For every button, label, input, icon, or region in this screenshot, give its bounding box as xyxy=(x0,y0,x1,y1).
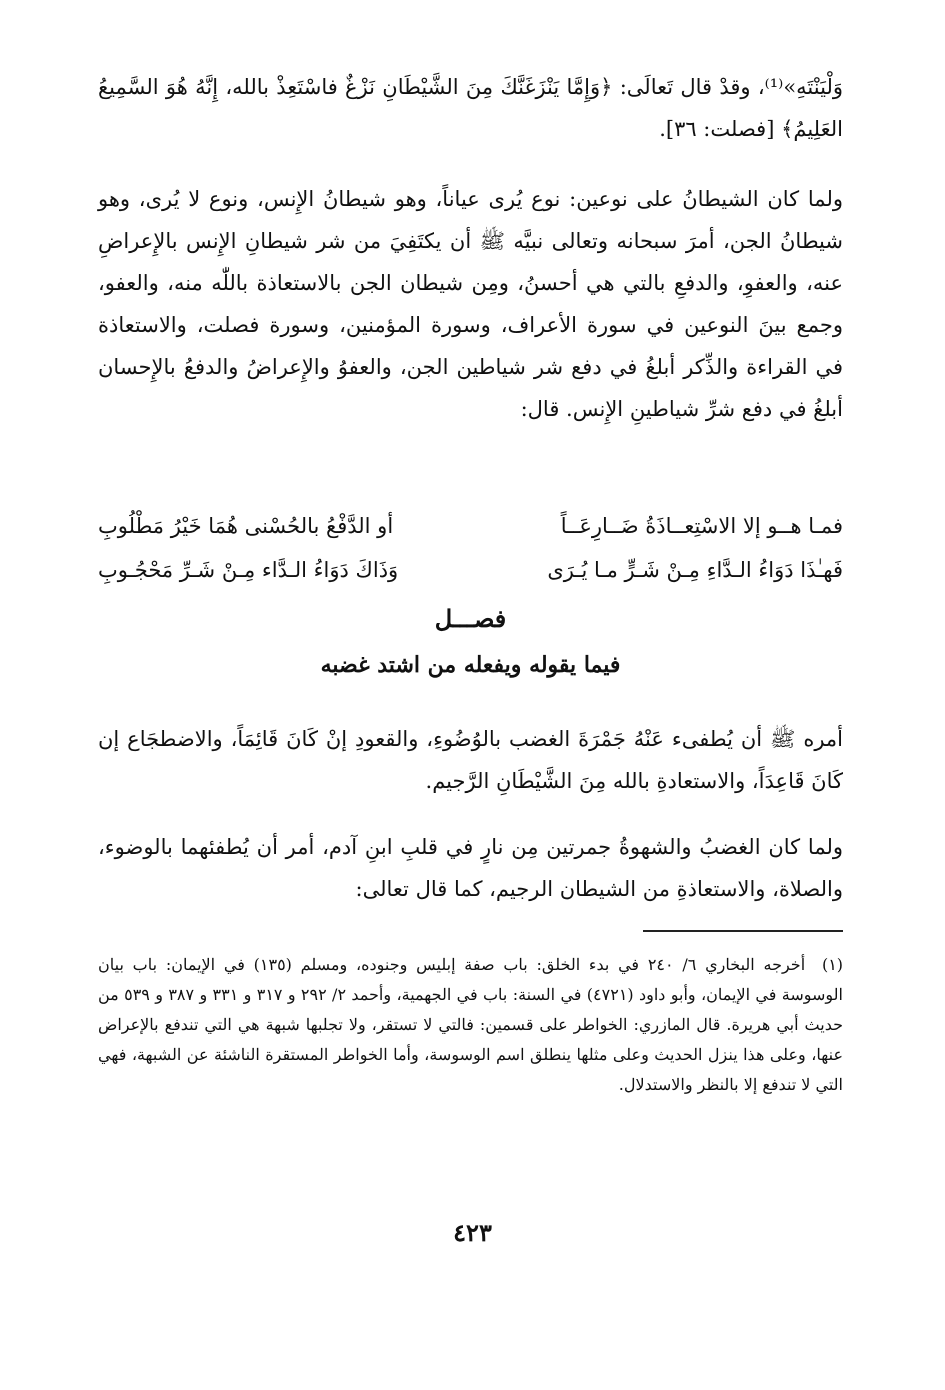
verse-first-hemistich: فَهـٰذَا دَوَاءُ الـدَّاءِ مِـنْ شَـرٍّ مـا يُـرَى xyxy=(547,558,843,582)
paragraph-anger-command: أمره ﷺ أن يُطفىء عَنْهُ جَمْرَةَ الغضب بالوُضُوءِ، والقعودِ إنْ كَانَ قَائِمَاً، والاضطجَاع إن كَانَ قَاعِدَاً، والاستعادةِ بالله مِنَ الشَّيْطَانِ الرَّجيم. xyxy=(98,727,843,793)
verse-second-hemistich: وَذَاكَ دَوَاءُ الـدَّاء مِـنْ شَـرِّ مَحْجُـوبِ xyxy=(98,558,399,582)
verse-first-hemistich: فمـا هــو إلا الاسْتِعــاذَةُ ضَــارِعَــاً xyxy=(560,514,843,538)
paragraph-two-devils: ولما كان الشيطانُ على نوعين: نوع يُرى عياناً، وهو شيطانُ الإِنس، ونوع لا يُرى، وهو شيطانُ الجن، أمرَ سبحانه وتعالى نبيَّه ﷺ أن يكتَفِيَ من شر شيطانِ الإِنس بالإِعراضِ عنه، والعفوِ، والدفعِ بالتي هي أحسنُ، ومِن شيطان الجن بالاستعاذة باللّٰه منه، والعفو، وجمع بينَ النوعين في سورة الأعراف، وسورة المؤمنين، وسورة فصلت، والاستعاذة في القراءة والذِّكر أبلغُ في دفع شر شياطين الجن، والعفوُ والإِعراضُ والدفعُ بالإِحسان أبلغُ في دفع شرِّ شياطينِ الإِنس. قال: xyxy=(98,187,843,421)
footnote-text: أخرجه البخاري ٦/ ٢٤٠ في بدء الخلق: باب صفة إبليس وجنوده، ومسلم (١٣٥) في الإيمان: باب بيان الوسوسة في الإيمان، وأبو داود (٤٧٢١) في السنة: باب في الجهمية، وأحمد ٢/ ٢٩٢ و ٣١٧ و ٣٣١ و ٣٨٧ و ٥٣٩ من حديث أبي هريرة. قال المازري: الخواطر على قسمين: فالتي لا تستقر، ولا تجلبها شبهة هي التي تندفع بالإعراض عنها، وعلى هذا ينزل الحديث وعلى مثلها ينطلق اسم الوسوسة، وأما الخواطر المستقرة الناشئة عن الشبهة، فهي التي لا تندفع إلا بالنظر والاستدلال. xyxy=(98,955,843,1094)
verse-line xyxy=(98,558,843,598)
section-subtitle: فيما يقوله ويفعله من اشتد غضبه xyxy=(320,652,621,678)
section-heading: فصـــل xyxy=(434,604,507,633)
verse-line xyxy=(98,514,843,554)
footnote-number: (١) xyxy=(821,955,844,974)
paragraph-opening: وَلْيَنْتَهِ»⁽¹⁾، وقدْ قال تَعالَى: ﴿وَإِمَّا يَنْزَغَنَّكَ مِنَ الشَّيْطَانِ نَزْغٌ فاسْتَعِذْ بالله، إِنَّهُ هُوَ السَّمِيعُ العَلِيمُ﴾ [فصلت: ٣٦]. xyxy=(98,75,843,141)
footnotes xyxy=(98,950,843,1100)
paragraph-anger-embers: ولما كان الغضبُ والشهوةُ جمرتين مِن نارٍ في قلبِ ابنِ آدم، أمر أن يُطفئهما بالوضوء، والصلاة، والاستعاذةِ من الشيطان الرجيم، كما قال تعالى: xyxy=(98,835,843,901)
page-number: ٤٢٣ xyxy=(453,1218,492,1247)
verse-second-hemistich: أو الدَّفْعُ بالحُسْنى هُمَا خَيْرُ مَطْلُوبِ xyxy=(98,514,394,538)
footnote-divider xyxy=(643,930,843,932)
